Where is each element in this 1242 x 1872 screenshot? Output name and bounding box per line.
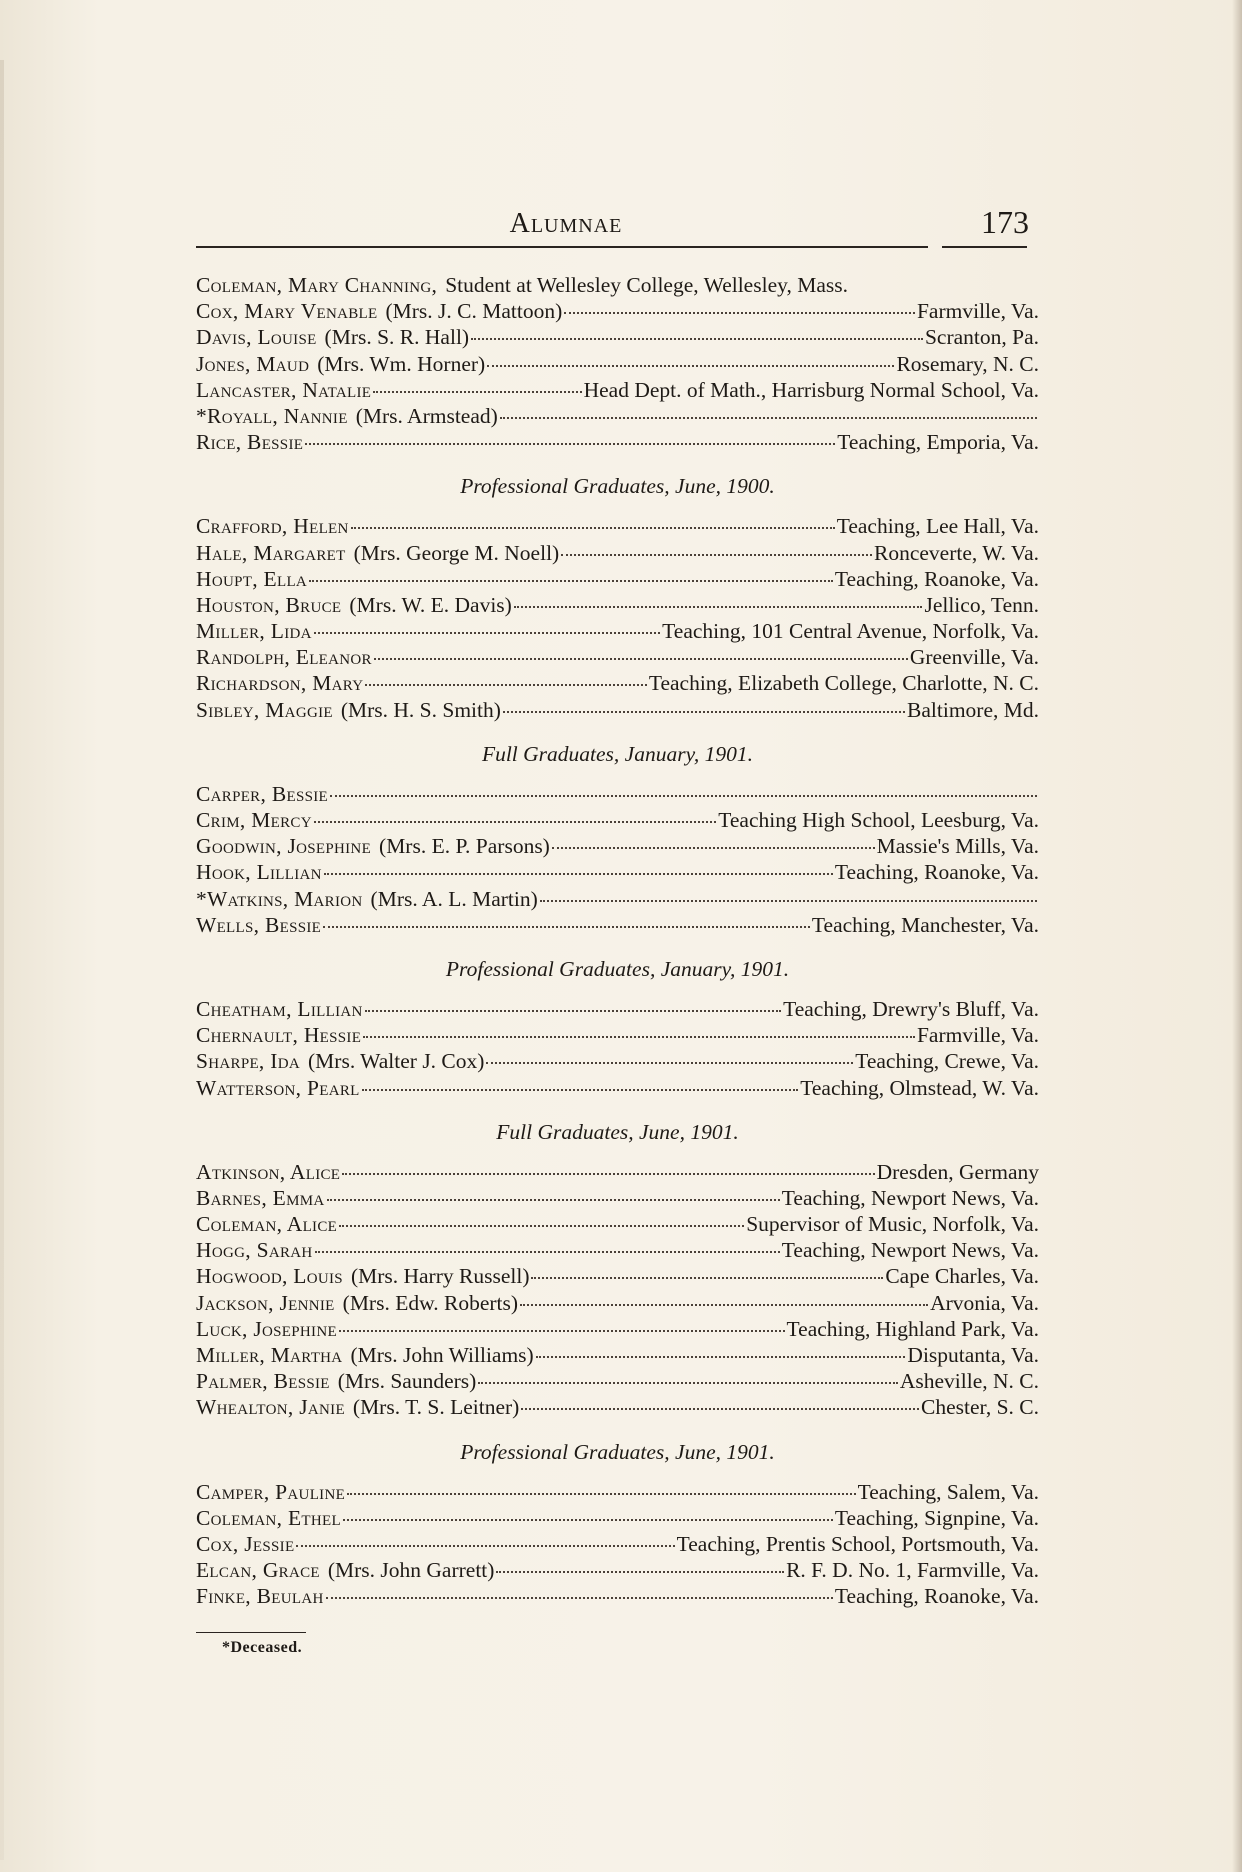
alumna-entry [196, 377, 1039, 403]
alumna-entry [196, 1505, 1039, 1531]
dot-leader [365, 1010, 781, 1012]
header-rule-long [196, 246, 928, 248]
running-head-title: Alumnae [509, 208, 623, 239]
alumna-name: Whealton, Janie [196, 1395, 345, 1420]
dot-leader [339, 1330, 785, 1332]
dot-leader [552, 847, 875, 849]
alumna-name: Coleman, Alice [196, 1212, 338, 1237]
alumna-name: Hale, Margaret [196, 540, 346, 565]
alumna-destination: Teaching, Drewry's Bluff, Va. [783, 996, 1039, 1021]
alumna-note: (Mrs. Saunders) [337, 1369, 477, 1394]
dot-leader [324, 873, 833, 875]
alumna-entry [196, 697, 1039, 723]
alumna-entry [196, 298, 1039, 324]
alumna-entry [196, 670, 1039, 696]
alumna-name: Davis, Louise [196, 325, 317, 350]
alumna-entry [196, 1048, 1039, 1074]
alumna-name: Houston, Bruce [196, 592, 342, 617]
dot-leader [496, 1571, 784, 1573]
alumna-destination: Ronceverte, W. Va. [874, 540, 1039, 565]
alumna-name: Randolph, Eleanor [196, 645, 372, 670]
alumna-name: Crafford, Helen [196, 514, 349, 539]
alumna-note: (Mrs. J. C. Mattoon) [385, 299, 563, 324]
alumna-name: Cox, Mary Venable [196, 299, 378, 324]
alumna-entry [196, 540, 1039, 566]
alumna-note: (Mrs. Wm. Horner) [317, 351, 486, 376]
alumna-name: Hogwood, Louis [196, 1264, 343, 1289]
alumna-note: (Mrs. W. E. Davis) [349, 592, 512, 617]
alumna-destination: Teaching, Manchester, Va. [811, 912, 1039, 937]
alumna-destination: Teaching, Highland Park, Va. [786, 1316, 1039, 1341]
alumna-note: (Mrs. John Williams) [350, 1343, 534, 1367]
alumna-destination: Teaching, Lee Hall, Va. [836, 514, 1039, 539]
dot-leader [373, 391, 581, 393]
dot-leader [540, 900, 1037, 902]
header-rules [196, 246, 1039, 258]
alumna-name: Sibley, Maggie [196, 697, 333, 722]
dot-leader [478, 1382, 898, 1384]
alumna-destination: Teaching High School, Leesburg, Va. [718, 808, 1039, 832]
alumna-name: Watterson, Pearl [196, 1075, 360, 1100]
alumna-destination: Teaching, Emporia, Va. [837, 430, 1039, 455]
alumna-name: Carper, Bessie [196, 781, 328, 806]
alumna-entry [196, 1290, 1039, 1316]
dot-leader [503, 711, 905, 713]
alumna-note: (Mrs. Harry Russell) [350, 1264, 530, 1289]
alumna-name: Rice, Bessie [196, 430, 304, 455]
alumna-destination: Teaching, Signpine, Va. [834, 1505, 1039, 1530]
dot-leader [342, 1173, 874, 1175]
footnote [196, 1632, 1039, 1657]
alumna-entry [196, 912, 1039, 938]
alumna-name: Goodwin, Josephine [196, 834, 372, 859]
alumna-name: Houpt, Ella [196, 566, 308, 591]
alumna-entry [196, 429, 1039, 455]
alumna-entry [196, 592, 1039, 618]
alumna-entry [196, 403, 1039, 429]
alumna-destination: Teaching, 101 Central Avenue, Norfolk, Va. [662, 619, 1039, 644]
dot-leader [315, 1251, 780, 1253]
dot-leader [347, 1493, 856, 1495]
dot-leader [326, 1597, 833, 1599]
alumna-name: Lancaster, Natalie [196, 377, 372, 402]
alumna-name: Elcan, Grace [196, 1558, 320, 1583]
alumna-entry [196, 1316, 1039, 1342]
alumna-entry [196, 1185, 1039, 1211]
alumna-entry [196, 566, 1039, 592]
alumna-note: (Mrs. A. L. Martin) [370, 886, 538, 911]
dot-leader [314, 821, 716, 823]
running-head [196, 200, 1039, 246]
alumna-name: Cheatham, Lillian [196, 996, 363, 1021]
alumna-destination: Teaching, Crewe, Va. [855, 1049, 1039, 1074]
alumna-entry [196, 351, 1039, 377]
dot-leader [363, 1036, 915, 1038]
alumna-name: Luck, Josephine [196, 1316, 337, 1341]
dot-leader [323, 926, 810, 928]
alumna-entry [196, 833, 1039, 859]
header-rule-short [942, 246, 1027, 248]
alumna-entry [196, 886, 1039, 912]
alumna-entry [196, 1583, 1039, 1609]
alumna-name: Miller, Martha [196, 1343, 343, 1367]
alumna-entry [196, 996, 1039, 1022]
alumna-destination: Teaching, Newport News, Va. [781, 1185, 1039, 1210]
dot-leader [309, 580, 833, 582]
alumna-destination: Head Dept. of Math., Harrisburg Normal School, Va. [583, 377, 1039, 402]
alumna-name: Hook, Lillian [196, 860, 322, 885]
section-heading: Full Graduates, January, 1901. [481, 741, 754, 766]
alumna-entry [196, 781, 1039, 807]
alumna-destination: Teaching, Elizabeth College, Charlotte, N. C. [648, 671, 1039, 696]
alumna-destination: Teaching, Prentis School, Portsmouth, Va. [676, 1531, 1039, 1556]
dot-leader [362, 1089, 799, 1091]
alumna-entry [196, 1531, 1039, 1557]
alumna-destination: Teaching, Salem, Va. [857, 1479, 1039, 1504]
alumna-name: Miller, Lida [196, 619, 312, 644]
alumna-note: (Mrs. S. R. Hall) [324, 325, 470, 350]
alumna-name: Jones, Maud [196, 351, 310, 376]
alumna-entry [196, 1159, 1039, 1185]
alumna-entry [196, 1479, 1039, 1505]
alumna-destination: Dresden, Germany [876, 1159, 1039, 1184]
alumna-note: Student at Wellesley College, Wellesley, Mass. [445, 273, 848, 297]
alumna-name: Jackson, Jennie [196, 1290, 335, 1315]
alumna-destination: Teaching, Roanoke, Va. [834, 1584, 1039, 1609]
alumna-destination: Teaching, Olmstead, W. Va. [800, 1075, 1039, 1100]
alumna-destination: Teaching, Roanoke, Va. [834, 860, 1039, 885]
alumna-name: *Royall, Nannie [196, 403, 348, 428]
page-number: 173 [981, 204, 1029, 240]
dot-leader [486, 1062, 853, 1064]
dot-leader [471, 338, 923, 340]
footnote-rule [196, 1632, 306, 1633]
alumna-name: Cox, Jessie [196, 1531, 295, 1556]
dot-leader [330, 795, 1037, 797]
footnote-text: *Deceased. [222, 1638, 303, 1656]
alumna-entry [196, 1342, 1039, 1368]
page-edge-shadow [1232, 0, 1242, 1872]
alumna-destination: Rosemary, N. C. [896, 351, 1039, 376]
alumna-entry [196, 807, 1039, 833]
alumna-name: Sharpe, Ida [196, 1049, 301, 1074]
alumna-destination: Farmville, Va. [916, 1023, 1039, 1048]
alumna-name: Finke, Beulah [196, 1584, 324, 1609]
alumna-note: (Mrs. Armstead) [355, 403, 498, 428]
alumna-name: Richardson, Mary [196, 671, 364, 696]
alumna-entry [196, 272, 1039, 298]
alumna-note: (Mrs. John Garrett) [327, 1558, 495, 1583]
alumna-note: (Mrs. H. S. Smith) [340, 697, 501, 722]
alumna-entry [196, 1211, 1039, 1237]
dot-leader [536, 1356, 906, 1358]
section-heading: Professional Graduates, June, 1901. [460, 1439, 775, 1464]
dot-leader [561, 554, 872, 556]
alumna-destination: Baltimore, Md. [907, 697, 1039, 722]
alumna-destination: Scranton, Pa. [924, 325, 1039, 350]
dot-leader [339, 1225, 744, 1227]
dot-leader [531, 1277, 883, 1279]
alumna-name: Camper, Pauline [196, 1479, 346, 1504]
alumna-entry [196, 1368, 1039, 1394]
alumna-destination: R. F. D. No. 1, Farmville, Va. [786, 1558, 1039, 1583]
alumna-destination: Cape Charles, Va. [885, 1264, 1039, 1289]
alumna-entry [196, 1263, 1039, 1289]
alumna-note: (Mrs. E. P. Parsons) [379, 834, 550, 859]
alumna-entry [196, 1022, 1039, 1048]
alumna-entry [196, 513, 1039, 539]
dot-leader [500, 417, 1037, 419]
dot-leader [351, 527, 835, 529]
alumna-destination: Massie's Mills, Va. [876, 834, 1039, 859]
dot-leader [374, 658, 908, 660]
alumna-destination: Jellico, Tenn. [924, 592, 1039, 617]
alumna-entry [196, 644, 1039, 670]
alumna-note: (Mrs. Walter J. Cox) [308, 1049, 485, 1074]
dot-leader [296, 1545, 674, 1547]
alumna-destination: Asheville, N. C. [899, 1369, 1039, 1394]
alumna-name: Atkinson, Alice [196, 1159, 341, 1184]
dot-leader [487, 365, 894, 367]
alumna-entry [196, 324, 1039, 350]
alumna-note: (Mrs. T. S. Leitner) [352, 1395, 520, 1420]
alumna-name: Chernault, Hessie [196, 1023, 362, 1048]
alumna-name: Hogg, Sarah [196, 1238, 313, 1263]
dot-leader [327, 1199, 780, 1201]
alumna-entry [196, 859, 1039, 885]
alumna-name: *Watkins, Marion [196, 886, 363, 911]
section-heading: Professional Graduates, January, 1901. [445, 956, 790, 981]
alumna-name: Wells, Bessie [196, 912, 322, 937]
dot-leader [521, 1408, 919, 1410]
alumna-note: (Mrs. George M. Noell) [353, 540, 560, 565]
alumna-destination: Greenville, Va. [909, 645, 1039, 670]
alumna-entry [196, 618, 1039, 644]
dot-leader [564, 312, 915, 314]
dot-leader [343, 1519, 833, 1521]
dot-leader [365, 684, 646, 686]
dot-leader [305, 443, 835, 445]
alumna-name: Coleman, Mary Channing, [196, 273, 438, 297]
alumna-destination: Disputanta, Va. [907, 1343, 1039, 1367]
alumna-destination: Teaching, Newport News, Va. [781, 1238, 1039, 1263]
alumna-entry [196, 1394, 1039, 1420]
alumna-name: Crim, Mercy [196, 808, 312, 832]
alumna-destination: Arvonia, Va. [930, 1290, 1039, 1315]
page-edge-stain [0, 60, 4, 1860]
alumnae-list [196, 272, 1039, 1610]
dot-leader [520, 1304, 928, 1306]
alumna-entry [196, 1557, 1039, 1583]
alumna-name: Barnes, Emma [196, 1185, 325, 1210]
dot-leader [314, 632, 660, 634]
alumna-name: Coleman, Ethel [196, 1505, 341, 1530]
alumna-destination: Farmville, Va. [916, 299, 1039, 324]
alumna-entry [196, 1237, 1039, 1263]
alumna-destination: Supervisor of Music, Norfolk, Va. [746, 1212, 1039, 1237]
alumna-note: (Mrs. Edw. Roberts) [342, 1290, 519, 1315]
alumna-name: Palmer, Bessie [196, 1369, 330, 1394]
alumna-entry [196, 1075, 1039, 1101]
section-heading: Professional Graduates, June, 1900. [460, 474, 775, 499]
section-heading: Full Graduates, June, 1901. [496, 1119, 739, 1144]
page-content [196, 200, 1039, 1657]
alumna-destination: Teaching, Roanoke, Va. [834, 566, 1039, 591]
dot-leader [514, 606, 923, 608]
alumna-destination: Chester, S. C. [921, 1395, 1039, 1420]
